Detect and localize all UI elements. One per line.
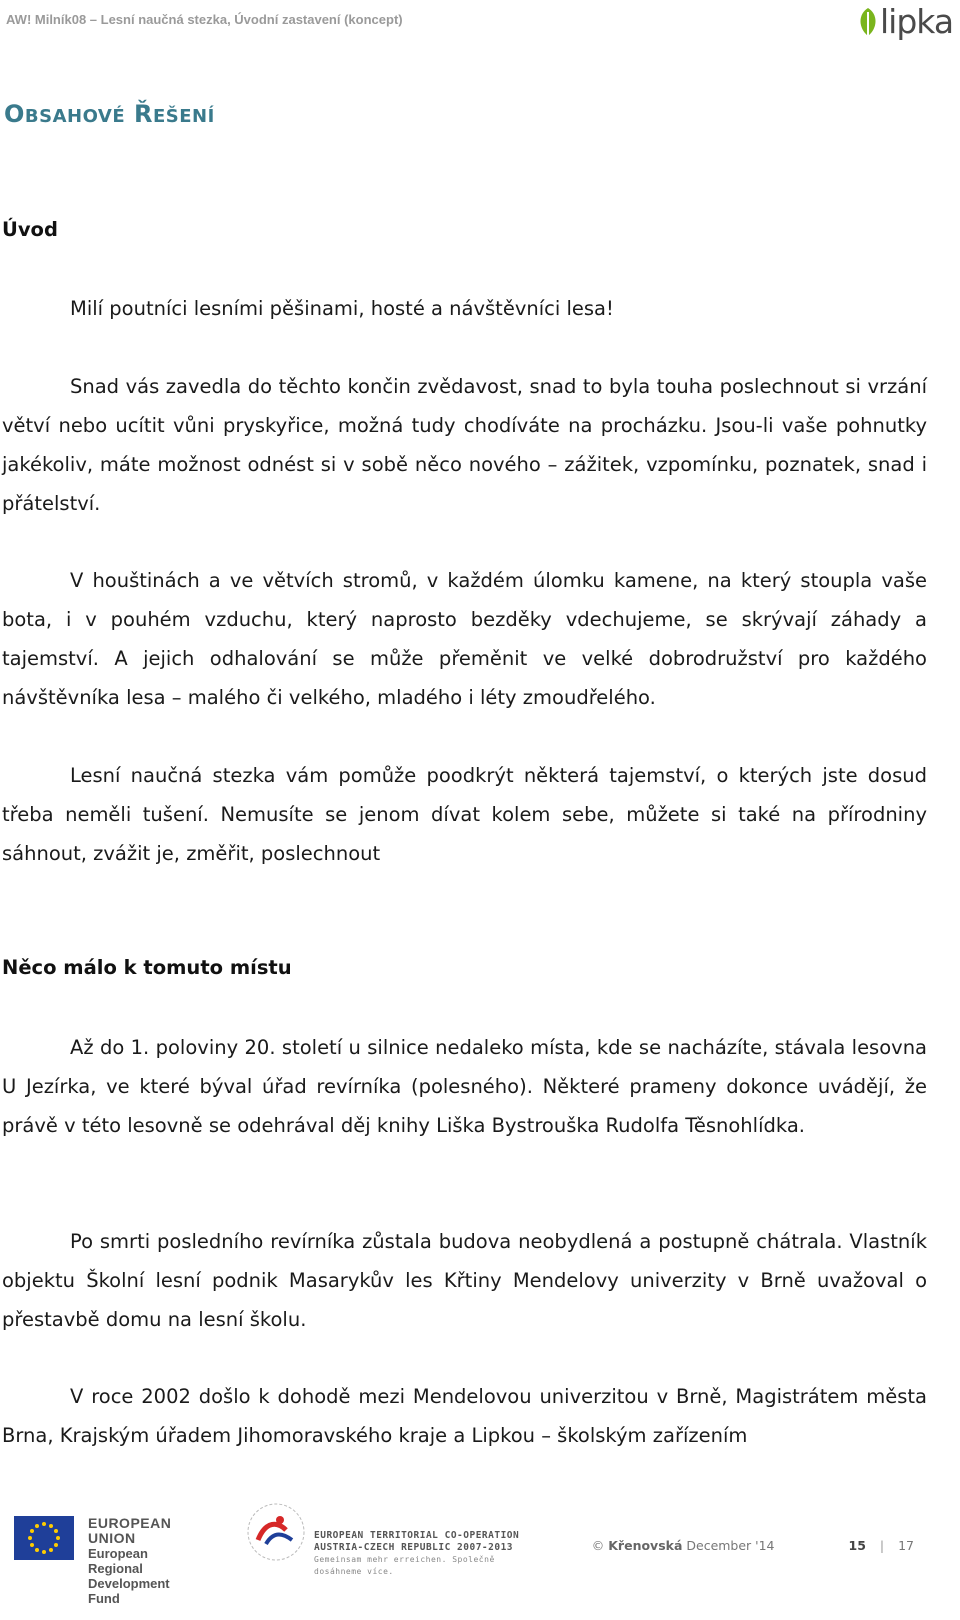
eu-line: EUROPEAN UNION (88, 1515, 172, 1546)
eu-flag-icon (14, 1516, 74, 1560)
place-paragraph: Až do 1. poloviny 20. století u silnice nedaleko místa, kde se nacházíte, stávala lesovna U Jezírka, ve které býval úřad revírníka (polesného). Některé prameny dokonce uvádějí, že právě v této lesovně se odehrával děj knihy Liška Bystrouška Rudolfa Těsnohlídka. (2, 1036, 927, 1137)
eu-line: Development Fund (88, 1576, 170, 1606)
section-heading (4, 100, 215, 128)
eu-logo (14, 1515, 204, 1606)
lipka-logo (856, 2, 954, 46)
place-paragraph: V roce 2002 došlo k dohodě mezi Mendelovou univerzitou v Brně, Magistrátem města Brna, Krajským úřadem Jihomoravského kraje a Lipkou – školským zařízením (2, 1385, 927, 1447)
intro-heading: Úvod (2, 218, 58, 241)
leaf-icon (856, 6, 882, 40)
intro-paragraph: Milí poutníci lesními pěšinami, hosté a návštěvníci lesa! (70, 297, 614, 320)
intro-paragraph: Snad vás zavedla do těchto končin zvědavost, snad to byla touha poslechnout si vrzání větví nebo ucítit vůni pryskyřice, možná tudy chodíváte na procházku. Jsou-li vaše pohnutky jakékoliv, máte možnost odnést si v sobě něco nového – zážitek, vzpomínku, poznatek, snad i přátelství. (2, 375, 927, 515)
brand-name: lipka (880, 2, 954, 41)
intro-paragraph: V houštinách a ve větvích stromů, v každém úlomku kamene, na který stoupla vaše bota, i v pouhém vzduchu, který naprosto bezděky vdechujeme, se skrývají záhady a tajemství. A jejich odhalování se může přeměnit ve velké dobrodružství pro každého návštěvníka lesa – malého či velkého, mladého i léty zmoudřelého. (2, 569, 927, 709)
date: December '14 (686, 1538, 775, 1553)
cooperation-seal-icon (236, 1500, 316, 1564)
cooperation-text (314, 1530, 528, 1578)
heading-rest-2: EŠENÍ (152, 106, 215, 127)
coop-line: Gemeinsam mehr erreichen. Společně dosáhneme více. (314, 1555, 495, 1576)
heading-initial-1: O (4, 100, 25, 128)
document-title: AW! Milník08 – Lesní naučná stezka, Úvodní zastavení (koncept) (6, 12, 403, 27)
coop-line: EUROPEAN TERRITORIAL CO-OPERATION (314, 1530, 520, 1541)
page-number: 15 (848, 1538, 866, 1553)
cooperation-logo (228, 1500, 528, 1576)
author: Křenovská (608, 1538, 683, 1553)
intro-paragraph: Lesní naučná stezka vám pomůže poodkrýt některá tajemství, o kterých jste dosud třeba neměli tušení. Nemusíte se jenom dívat kolem sebe, můžete si také na přírodniny sáhnout, zvážit je, změřit, poslechnout (2, 764, 927, 865)
heading-initial-2: Ř (134, 100, 153, 128)
place-paragraph: Po smrti posledního revírníka zůstala budova neobydlená a postupně chátrala. Vlastník objektu Školní lesní podnik Masarykův les Křtiny Mendelovy univerzity v Brně uvažoval o přestavbě domu na lesní školu. (2, 1230, 927, 1331)
page-footer (0, 1500, 960, 1620)
coop-line: AUSTRIA-CZECH REPUBLIC 2007-2013 (314, 1542, 514, 1553)
copyright-icon: © (591, 1538, 605, 1553)
page-total: 17 (898, 1538, 914, 1553)
heading-rest-1: BSAHOVÉ (24, 106, 126, 127)
page-header (6, 2, 954, 42)
page-separator: | (879, 1538, 885, 1553)
page-info (592, 1538, 914, 1553)
place-heading: Něco málo k tomuto místu (2, 956, 292, 979)
eu-text (88, 1516, 204, 1606)
eu-line: European Regional (88, 1546, 148, 1576)
